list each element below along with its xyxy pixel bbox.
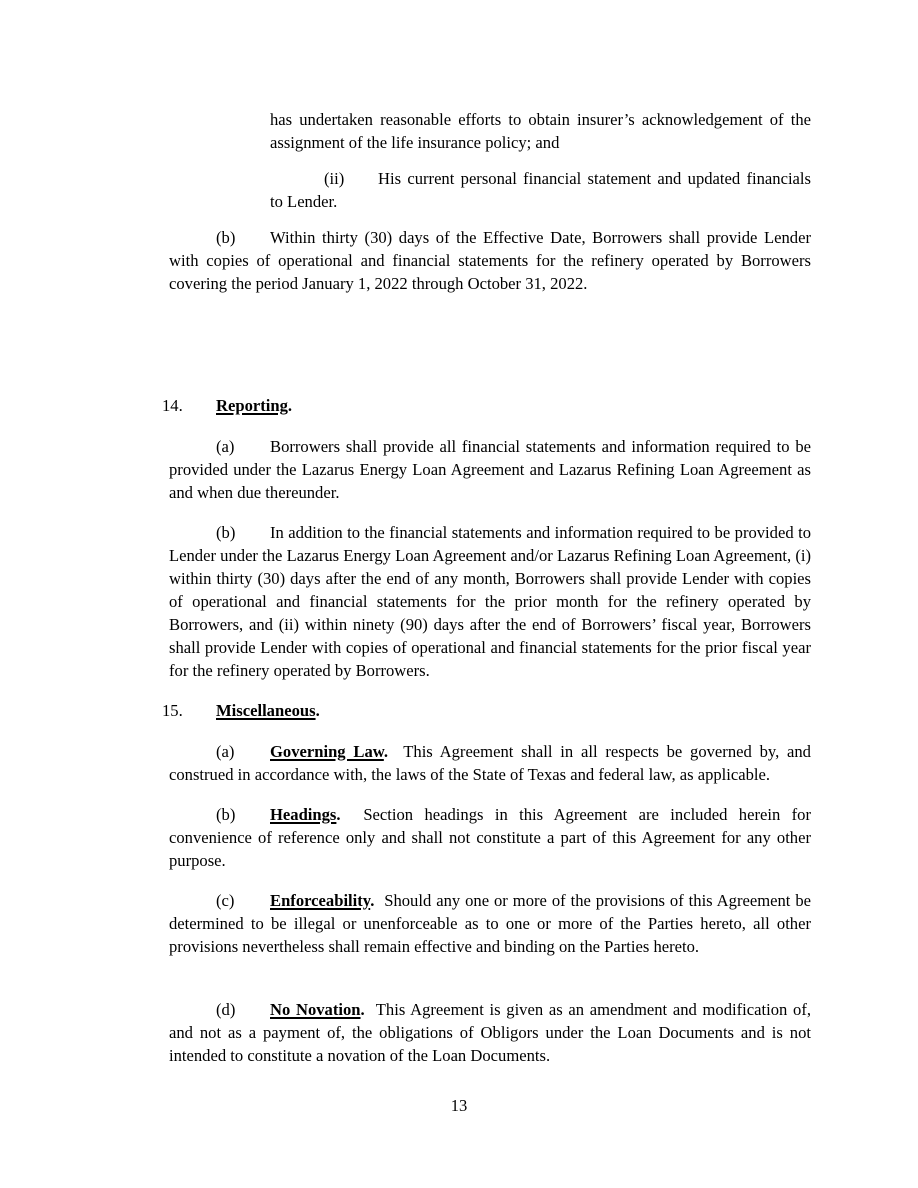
paragraph-marker: (b) xyxy=(216,805,236,824)
paragraph-15b xyxy=(169,803,811,872)
paragraph-heading: Headings xyxy=(270,805,337,824)
paragraph-15a xyxy=(169,740,811,786)
section-number: 15. xyxy=(162,701,183,720)
paragraph-marker: (a) xyxy=(216,437,235,456)
paragraph-heading-period: . xyxy=(383,742,388,761)
paragraph-15c xyxy=(169,889,811,958)
paragraph-text: This Agreement is given as an amendment and modification of, and not as a payment of, the obligations of Obligors under the Loan Documents and is not intended to constitute a novation of the Loan Documents. xyxy=(169,1000,811,1065)
paragraph-text: Should any one or more of the provisions of this Agreement be determined to be illegal or unenforceable as to one or more of the Parties hereto, all other provisions nevertheless shall remain effective and binding on the Parties hereto. xyxy=(169,891,811,956)
paragraph-14a xyxy=(169,435,811,504)
paragraph-15d xyxy=(169,998,811,1067)
paragraph-heading-period: . xyxy=(360,1000,365,1019)
paragraph-heading: No Novation xyxy=(270,1000,361,1019)
section-title-period: . xyxy=(287,396,293,415)
item-marker: (ii) xyxy=(324,169,345,188)
paragraph-marker: (c) xyxy=(216,891,235,910)
paragraph-text: Within thirty (30) days of the Effective Date, Borrowers shall provide Lender with copies of operational and financial statements for the refinery operated by Borrowers covering the period January 1, 2022 through October 31, 2022. xyxy=(169,228,811,293)
list-item-ii xyxy=(270,167,811,213)
paragraph-marker: (b) xyxy=(216,228,236,247)
paragraph-heading: Governing Law xyxy=(270,742,384,761)
paragraph-heading-period: . xyxy=(336,805,341,824)
paragraph-text: This Agreement shall in all respects be governed by, and construed in accordance with, the laws of the State of Texas and federal law, as applicable. xyxy=(169,742,811,784)
section-15-heading xyxy=(162,699,811,722)
section-title-period: . xyxy=(315,701,320,720)
section-title: Miscellaneous xyxy=(216,701,316,720)
paragraph-heading: Enforceability xyxy=(270,891,371,910)
continuation-paragraph: has undertaken reasonable efforts to obtain insurer’s acknowledgement of the assignment of the life insurance policy; and xyxy=(270,110,811,152)
section-14-heading xyxy=(162,394,811,417)
paragraph-text: In addition to the financial statements and information required to be provided to Lender under the Lazarus Energy Loan Agreement and/or Lazarus Refining Loan Agreement, (i) within thirty (30) days after the end of any month, Borrowers shall provide Lender with copies of operational and financial statements for the prior month for the refinery operated by Borrowers, and (ii) within ninety (90) days after the end of Borrowers’ fiscal year, Borrowers shall provide Lender with copies of operational and financial statements for the prior fiscal year for the refinery operated by Borrowers. xyxy=(169,523,811,680)
section-title: Reporting xyxy=(216,396,288,415)
page-number: 13 xyxy=(450,1096,468,1115)
paragraph-marker: (b) xyxy=(216,523,236,542)
paragraph-14b xyxy=(169,521,811,682)
paragraph-marker: (d) xyxy=(216,1000,236,1019)
paragraph-13b xyxy=(169,226,811,295)
section-number: 14. xyxy=(162,396,183,415)
item-text: His current personal financial statement and updated financials to Lender. xyxy=(270,169,811,211)
paragraph-text: Section headings in this Agreement are included herein for convenience of reference only and shall not constitute a part of this Agreement for any other purpose. xyxy=(169,805,811,870)
paragraph-marker: (a) xyxy=(216,742,235,761)
paragraph-text: Borrowers shall provide all financial statements and information required to be provided under the Lazarus Energy Loan Agreement and Lazarus Refining Loan Agreement as and when due thereunder. xyxy=(169,437,811,502)
paragraph-heading-period: . xyxy=(370,891,375,910)
